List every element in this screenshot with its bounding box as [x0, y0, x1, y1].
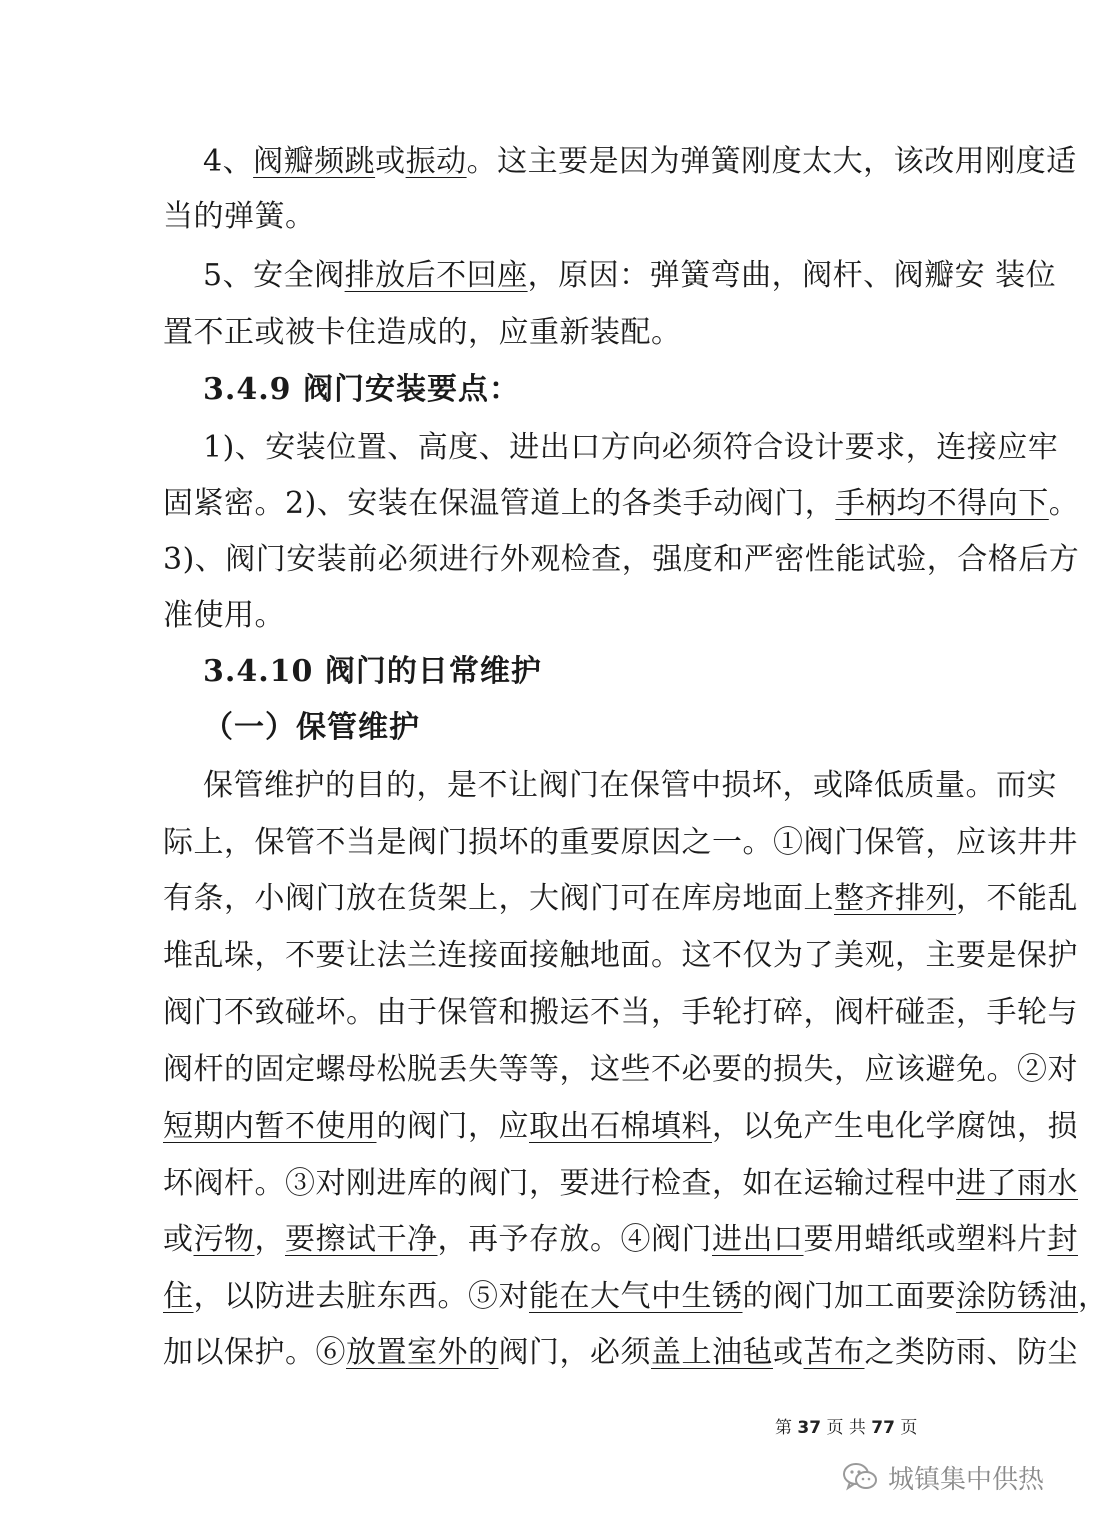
underlined-text: 整齐排列	[834, 881, 956, 916]
underlined-text: 封	[1047, 1222, 1078, 1257]
section-heading: 3.4.9 阀门安装要点：	[203, 372, 520, 407]
total-pages: 77	[871, 1418, 895, 1438]
footer-text: 页	[900, 1418, 918, 1438]
text-run: ，再予存放。④阀门	[437, 1222, 712, 1257]
text-run: 有条，小阀门放在货架上，大阀门可在库房地面上	[163, 881, 834, 916]
subsection-heading: （一）保管维护	[203, 710, 420, 745]
text-run: 。这主要是因为弹簧刚度太大，该改用刚度适	[466, 144, 1077, 179]
text-run: ，	[1078, 1279, 1109, 1314]
text-line	[203, 142, 1077, 182]
text-run: 4、	[203, 144, 254, 179]
text-line: 1)、安装位置、高度、进出口方向必须符合设计要求，连接应牢	[203, 430, 1059, 465]
page-number: 37	[797, 1418, 822, 1438]
text-line: 保管维护的目的，是不让阀门在保管中损坏，或降低质量。而实	[203, 768, 1057, 803]
text-run: 加以保护。⑥	[163, 1335, 346, 1370]
text-run: 固紧密。2)、安装在保温管道上的各类手动阀门，	[163, 486, 836, 521]
text-run: ，	[254, 1222, 285, 1257]
underlined-text: 能在大气中生锈	[529, 1279, 743, 1314]
underlined-text: 取出石棉填料	[529, 1109, 712, 1144]
text-run: 之类防雨、防尘	[864, 1335, 1078, 1370]
underlined-text: 阀瓣频跳	[253, 144, 376, 179]
text-line	[163, 1277, 1109, 1317]
underlined-text: 短期内暂不使用	[163, 1109, 377, 1144]
underlined-text: 排放后不回座	[344, 258, 528, 293]
text-run: 的阀门，应	[376, 1109, 529, 1144]
text-run: ，以防进去脏东西。⑤对	[193, 1279, 529, 1314]
underlined-text: 要擦试干净	[285, 1222, 438, 1257]
footer-text: 第	[775, 1418, 792, 1438]
text-run: 要用蜡纸或塑料片	[803, 1222, 1048, 1257]
text-line: 堆乱垛，不要让法兰连接面接触地面。这不仅为了美观，主要是保护	[163, 938, 1078, 973]
watermark-text: 城镇集中供热	[888, 1464, 1045, 1495]
text-run: 阀门，必须	[498, 1335, 651, 1370]
text-line	[163, 1333, 1078, 1373]
underlined-text: 放置室外的	[346, 1335, 499, 1370]
underlined-text: 盖上油毡	[651, 1335, 773, 1370]
underlined-text: 进出口	[712, 1222, 804, 1257]
text-line: 3)、阀门安装前必须进行外观检查，强度和严密性能试验，合格后方	[163, 542, 1080, 577]
text-line: 阀门不致碰坏。由于保管和搬运不当，手轮打碎，阀杆碰歪，手轮与	[163, 995, 1078, 1030]
text-run: 或	[375, 144, 406, 179]
text-line: 置不正或被卡住造成的，应重新装配。	[163, 315, 682, 350]
text-line: 准使用。	[163, 598, 285, 633]
text-run: 的阀门加工面要	[742, 1279, 956, 1314]
underlined-text: 苫布	[803, 1335, 865, 1370]
underlined-text: 振动	[405, 144, 467, 179]
section-heading: 3.4.10 阀门的日常维护	[203, 654, 542, 689]
text-line	[163, 879, 1078, 919]
underlined-text: 进了雨水	[956, 1166, 1078, 1201]
underlined-text: 手柄均不得向下	[835, 486, 1049, 521]
text-run: 5、安全阀	[203, 258, 345, 293]
text-line	[163, 1164, 1078, 1204]
underlined-text: 涂防锈油	[956, 1279, 1078, 1314]
text-line: 阀杆的固定螺母松脱丢失等等，这些不必要的损失，应该避免。②对	[163, 1052, 1078, 1087]
text-line	[163, 1107, 1078, 1147]
text-line	[163, 484, 1079, 524]
text-run: ，原因：弹簧弯曲，阀杆、阀瓣安 装位	[527, 258, 1057, 293]
underlined-text: 污物	[193, 1222, 255, 1257]
text-run: 或	[163, 1222, 194, 1257]
text-line	[163, 1220, 1078, 1260]
text-line: 际上，保管不当是阀门损坏的重要原因之一。①阀门保管，应该井井	[163, 825, 1078, 860]
text-run: ，不能乱	[956, 881, 1078, 916]
text-run: 或	[773, 1335, 804, 1370]
text-run: 。	[1048, 486, 1080, 521]
watermark	[842, 1457, 1044, 1497]
page-footer	[775, 1416, 917, 1440]
underlined-text: 住	[163, 1279, 194, 1314]
footer-text: 页 共	[826, 1418, 866, 1438]
wechat-icon	[842, 1461, 878, 1493]
text-line: 当的弹簧。	[163, 199, 316, 234]
text-run: ，以免产生电化学腐蚀，损	[712, 1109, 1078, 1144]
text-line	[203, 256, 1056, 296]
text-run: 坏阀杆。③对刚进库的阀门，要进行检查，如在运输过程中	[163, 1166, 956, 1201]
